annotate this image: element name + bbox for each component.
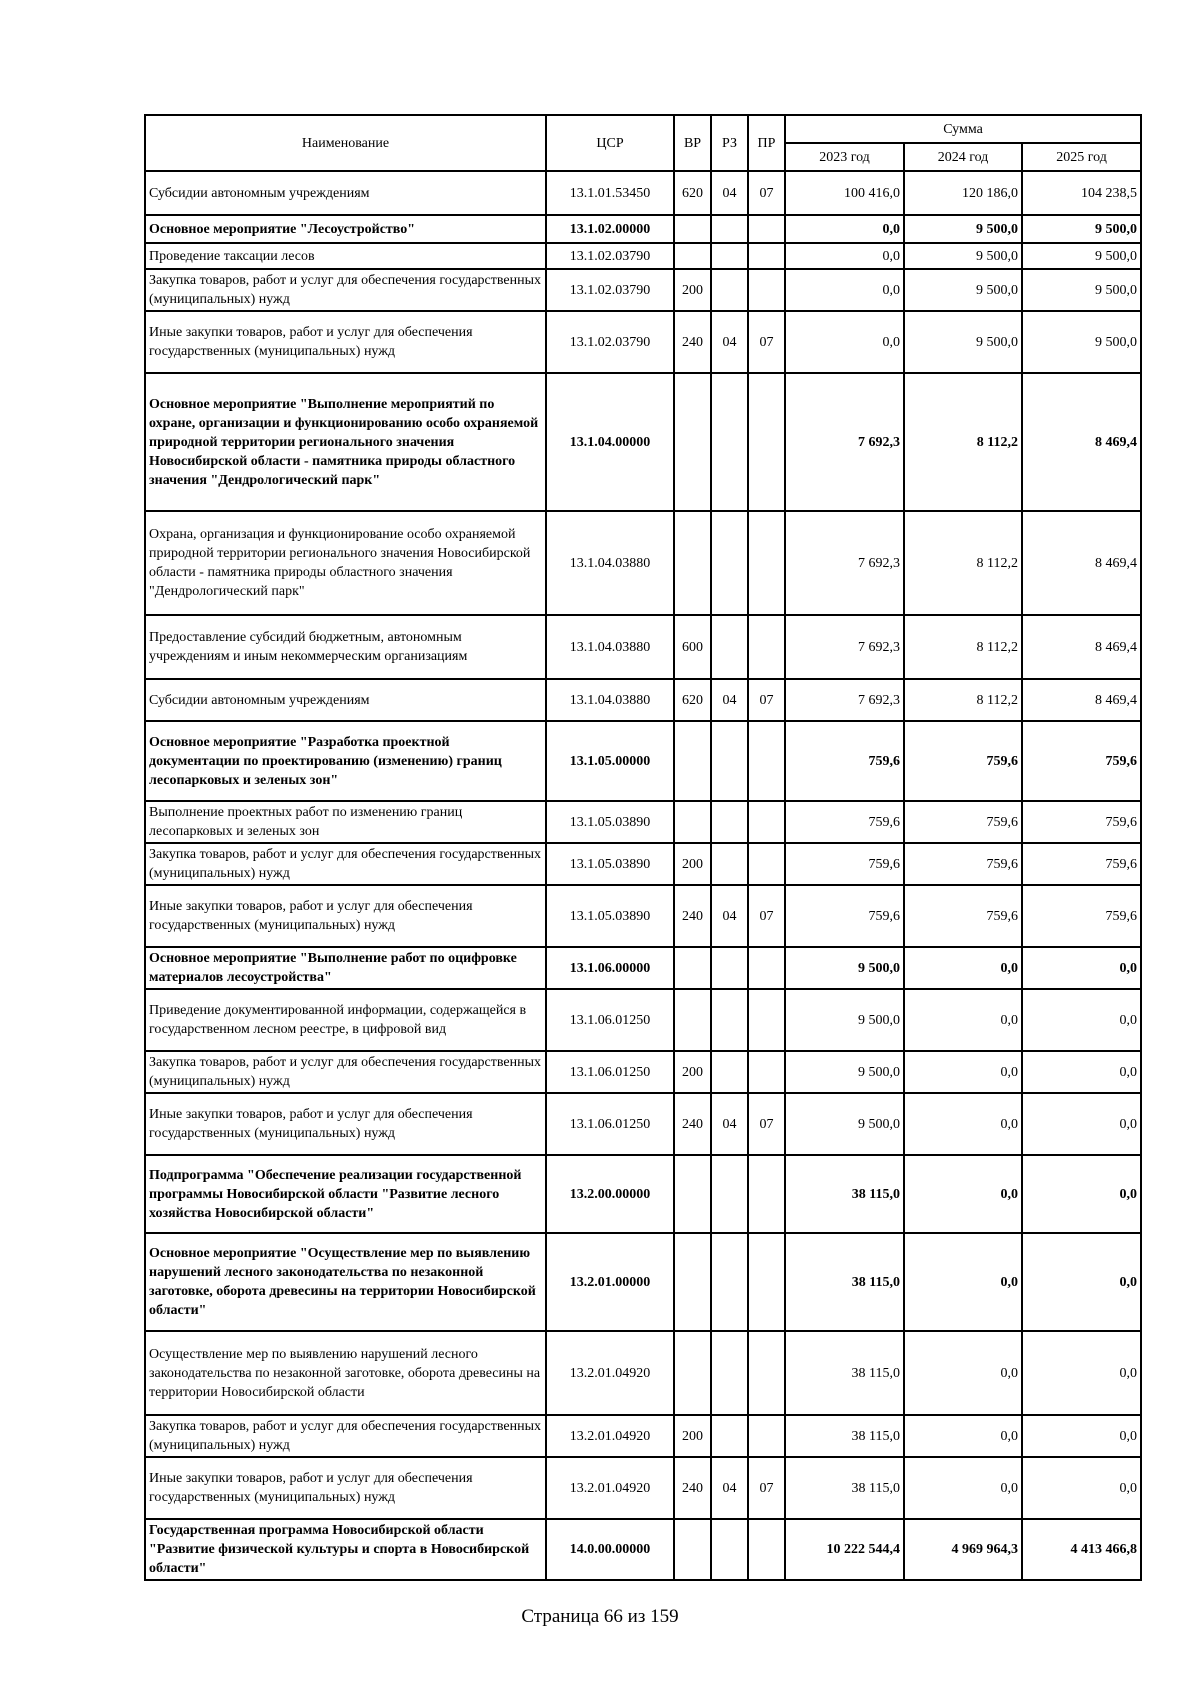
- row-name: Основное мероприятие "Выполнение мероприятий по охране, организации и функционированию особо охраняемой природной территории регионального значения Новосибирской области - памятника природы областного значения "Дендрологический парк": [145, 373, 546, 511]
- table-row: [145, 615, 1141, 679]
- row-vr: 240: [674, 1093, 711, 1155]
- row-vr: 240: [674, 311, 711, 373]
- row-csr: 14.0.00.00000: [546, 1519, 674, 1580]
- row-csr: 13.1.05.03890: [546, 801, 674, 843]
- row-pr: 07: [748, 311, 785, 373]
- table-row: [145, 679, 1141, 721]
- row-amount-2024: 0,0: [904, 1051, 1022, 1093]
- row-csr: 13.1.04.03880: [546, 679, 674, 721]
- row-amount-2024: 0,0: [904, 1093, 1022, 1155]
- row-amount-2025: 9 500,0: [1022, 311, 1141, 373]
- row-pr: [748, 989, 785, 1051]
- row-csr: 13.1.02.03790: [546, 311, 674, 373]
- row-amount-2025: 759,6: [1022, 885, 1141, 947]
- table-body: [145, 171, 1141, 1580]
- row-vr: 200: [674, 1051, 711, 1093]
- row-rz: 04: [711, 311, 748, 373]
- row-amount-2024: 759,6: [904, 721, 1022, 801]
- row-rz: [711, 243, 748, 269]
- row-amount-2025: 0,0: [1022, 1233, 1141, 1331]
- row-amount-2024: 0,0: [904, 1331, 1022, 1415]
- row-amount-2024: 0,0: [904, 947, 1022, 989]
- row-amount-2023: 0,0: [785, 269, 904, 311]
- row-amount-2023: 10 222 544,4: [785, 1519, 904, 1580]
- table-row: [145, 311, 1141, 373]
- row-name: Осуществление мер по выявлению нарушений лесного законодательства по незаконной заготовке, оборота древесины на территории Новосибирской области: [145, 1331, 546, 1415]
- row-pr: [748, 215, 785, 243]
- row-name: Подпрограмма "Обеспечение реализации государственной программы Новосибирской области "Развитие лесного хозяйства Новосибирской области": [145, 1155, 546, 1233]
- table-row: [145, 215, 1141, 243]
- row-amount-2024: 0,0: [904, 1155, 1022, 1233]
- header-rz: РЗ: [711, 115, 748, 171]
- row-amount-2023: 9 500,0: [785, 989, 904, 1051]
- row-amount-2023: 0,0: [785, 243, 904, 269]
- row-vr: [674, 373, 711, 511]
- table-row: [145, 1415, 1141, 1457]
- row-amount-2023: 9 500,0: [785, 1093, 904, 1155]
- table-row: [145, 1093, 1141, 1155]
- row-csr: 13.1.06.00000: [546, 947, 674, 989]
- row-rz: [711, 1051, 748, 1093]
- row-amount-2024: 9 500,0: [904, 311, 1022, 373]
- row-amount-2024: 9 500,0: [904, 269, 1022, 311]
- header-year-2023: 2023 год: [785, 143, 904, 171]
- row-amount-2025: 9 500,0: [1022, 269, 1141, 311]
- row-name: Закупка товаров, работ и услуг для обеспечения государственных (муниципальных) нужд: [145, 843, 546, 885]
- header-year-2024: 2024 год: [904, 143, 1022, 171]
- row-pr: [748, 1051, 785, 1093]
- row-pr: [748, 721, 785, 801]
- row-amount-2025: 4 413 466,8: [1022, 1519, 1141, 1580]
- row-name: Основное мероприятие "Выполнение работ по оцифровке материалов лесоустройства": [145, 947, 546, 989]
- row-name: Иные закупки товаров, работ и услуг для обеспечения государственных (муниципальных) нужд: [145, 885, 546, 947]
- row-pr: 07: [748, 171, 785, 215]
- table-row: [145, 1233, 1141, 1331]
- row-rz: [711, 1519, 748, 1580]
- row-name: Предоставление субсидий бюджетным, автономным учреждениям и иным некоммерческим организациям: [145, 615, 546, 679]
- row-name: Иные закупки товаров, работ и услуг для обеспечения государственных (муниципальных) нужд: [145, 311, 546, 373]
- row-csr: 13.1.05.03890: [546, 885, 674, 947]
- row-csr: 13.2.01.04920: [546, 1415, 674, 1457]
- row-name: Иные закупки товаров, работ и услуг для обеспечения государственных (муниципальных) нужд: [145, 1457, 546, 1519]
- table-row: [145, 1519, 1141, 1580]
- row-vr: [674, 801, 711, 843]
- table-row: [145, 1051, 1141, 1093]
- row-csr: 13.1.05.03890: [546, 843, 674, 885]
- row-rz: 04: [711, 171, 748, 215]
- row-amount-2023: 38 115,0: [785, 1415, 904, 1457]
- table-row: [145, 1457, 1141, 1519]
- row-vr: [674, 721, 711, 801]
- row-amount-2024: 0,0: [904, 1415, 1022, 1457]
- row-csr: 13.1.06.01250: [546, 1093, 674, 1155]
- row-rz: [711, 511, 748, 615]
- row-vr: [674, 243, 711, 269]
- row-amount-2023: 759,6: [785, 801, 904, 843]
- row-rz: [711, 947, 748, 989]
- header-pr: ПР: [748, 115, 785, 171]
- row-csr: 13.1.04.00000: [546, 373, 674, 511]
- row-pr: [748, 1233, 785, 1331]
- row-amount-2023: 9 500,0: [785, 947, 904, 989]
- row-name: Субсидии автономным учреждениям: [145, 679, 546, 721]
- budget-table: [144, 114, 1142, 1581]
- row-pr: [748, 843, 785, 885]
- row-amount-2024: 0,0: [904, 989, 1022, 1051]
- row-rz: [711, 269, 748, 311]
- row-amount-2023: 38 115,0: [785, 1233, 904, 1331]
- table-row: [145, 843, 1141, 885]
- header-vr: ВР: [674, 115, 711, 171]
- row-amount-2024: 8 112,2: [904, 373, 1022, 511]
- row-name: Субсидии автономным учреждениям: [145, 171, 546, 215]
- table-row: [145, 1155, 1141, 1233]
- row-amount-2025: 8 469,4: [1022, 511, 1141, 615]
- row-name: Иные закупки товаров, работ и услуг для обеспечения государственных (муниципальных) нужд: [145, 1093, 546, 1155]
- row-pr: [748, 615, 785, 679]
- row-rz: [711, 215, 748, 243]
- row-vr: 200: [674, 269, 711, 311]
- row-csr: 13.1.02.03790: [546, 269, 674, 311]
- table-row: [145, 947, 1141, 989]
- row-csr: 13.1.06.01250: [546, 989, 674, 1051]
- row-amount-2023: 759,6: [785, 843, 904, 885]
- row-vr: 200: [674, 1415, 711, 1457]
- table-row: [145, 171, 1141, 215]
- table-row: [145, 373, 1141, 511]
- table-row: [145, 801, 1141, 843]
- row-rz: [711, 721, 748, 801]
- row-amount-2025: 0,0: [1022, 1093, 1141, 1155]
- row-vr: [674, 511, 711, 615]
- table-row: [145, 269, 1141, 311]
- row-name: Закупка товаров, работ и услуг для обеспечения государственных (муниципальных) нужд: [145, 1051, 546, 1093]
- row-vr: [674, 1331, 711, 1415]
- row-pr: [748, 947, 785, 989]
- row-vr: [674, 215, 711, 243]
- row-amount-2023: 0,0: [785, 311, 904, 373]
- row-pr: [748, 1155, 785, 1233]
- row-rz: [711, 373, 748, 511]
- row-csr: 13.2.01.04920: [546, 1457, 674, 1519]
- row-csr: 13.1.05.00000: [546, 721, 674, 801]
- row-rz: [711, 1155, 748, 1233]
- table-row: [145, 885, 1141, 947]
- row-amount-2023: 38 115,0: [785, 1457, 904, 1519]
- table-row: [145, 243, 1141, 269]
- row-csr: 13.1.04.03880: [546, 615, 674, 679]
- row-csr: 13.2.00.00000: [546, 1155, 674, 1233]
- header-name: Наименование: [145, 115, 546, 171]
- row-name: Закупка товаров, работ и услуг для обеспечения государственных (муниципальных) нужд: [145, 269, 546, 311]
- row-vr: [674, 1519, 711, 1580]
- row-amount-2024: 0,0: [904, 1233, 1022, 1331]
- row-pr: 07: [748, 1457, 785, 1519]
- row-vr: [674, 1233, 711, 1331]
- row-rz: [711, 615, 748, 679]
- row-amount-2025: 8 469,4: [1022, 373, 1141, 511]
- row-rz: 04: [711, 1457, 748, 1519]
- table-row: [145, 1331, 1141, 1415]
- row-vr: 620: [674, 171, 711, 215]
- row-amount-2025: 8 469,4: [1022, 615, 1141, 679]
- row-csr: 13.2.01.00000: [546, 1233, 674, 1331]
- row-amount-2024: 8 112,2: [904, 679, 1022, 721]
- row-pr: 07: [748, 885, 785, 947]
- row-amount-2025: 9 500,0: [1022, 215, 1141, 243]
- page-number: Страница 66 из 159: [521, 1606, 679, 1627]
- row-amount-2024: 759,6: [904, 801, 1022, 843]
- row-amount-2024: 9 500,0: [904, 215, 1022, 243]
- row-amount-2023: 9 500,0: [785, 1051, 904, 1093]
- row-amount-2023: 7 692,3: [785, 373, 904, 511]
- table-row: [145, 511, 1141, 615]
- row-amount-2024: 9 500,0: [904, 243, 1022, 269]
- row-vr: 600: [674, 615, 711, 679]
- row-name: Государственная программа Новосибирской области "Развитие физической культуры и спорта в Новосибирской области": [145, 1519, 546, 1580]
- row-name: Приведение документированной информации, содержащейся в государственном лесном реестре, в цифровой вид: [145, 989, 546, 1051]
- row-amount-2025: 104 238,5: [1022, 171, 1141, 215]
- row-amount-2023: 100 416,0: [785, 171, 904, 215]
- row-vr: [674, 1155, 711, 1233]
- row-rz: 04: [711, 885, 748, 947]
- row-amount-2025: 0,0: [1022, 1331, 1141, 1415]
- row-pr: [748, 373, 785, 511]
- row-amount-2025: 0,0: [1022, 989, 1141, 1051]
- row-vr: [674, 947, 711, 989]
- row-vr: [674, 989, 711, 1051]
- row-amount-2024: 120 186,0: [904, 171, 1022, 215]
- row-amount-2025: 0,0: [1022, 1457, 1141, 1519]
- table-row: [145, 721, 1141, 801]
- row-pr: [748, 511, 785, 615]
- row-name: Охрана, организация и функционирование особо охраняемой природной территории регионального значения Новосибирской области - памятника природы областного значения "Дендрологический парк": [145, 511, 546, 615]
- row-amount-2024: 4 969 964,3: [904, 1519, 1022, 1580]
- row-vr: 620: [674, 679, 711, 721]
- row-pr: 07: [748, 679, 785, 721]
- row-rz: [711, 1233, 748, 1331]
- row-csr: 13.1.04.03880: [546, 511, 674, 615]
- row-csr: 13.1.02.03790: [546, 243, 674, 269]
- row-amount-2024: 8 112,2: [904, 511, 1022, 615]
- row-pr: 07: [748, 1093, 785, 1155]
- row-pr: [748, 1519, 785, 1580]
- row-name: Основное мероприятие "Разработка проектной документации по проектированию (изменению) границ лесопарковых и зеленых зон": [145, 721, 546, 801]
- row-amount-2024: 759,6: [904, 885, 1022, 947]
- row-amount-2023: 7 692,3: [785, 679, 904, 721]
- row-csr: 13.1.06.01250: [546, 1051, 674, 1093]
- header-year-2025: 2025 год: [1022, 143, 1141, 171]
- row-amount-2025: 0,0: [1022, 947, 1141, 989]
- row-rz: [711, 989, 748, 1051]
- row-name: Основное мероприятие "Лесоустройство": [145, 215, 546, 243]
- row-vr: 240: [674, 1457, 711, 1519]
- table-row: [145, 989, 1141, 1051]
- row-csr: 13.1.01.53450: [546, 171, 674, 215]
- row-pr: [748, 801, 785, 843]
- row-rz: [711, 801, 748, 843]
- row-pr: [748, 269, 785, 311]
- row-amount-2025: 0,0: [1022, 1415, 1141, 1457]
- row-amount-2023: 759,6: [785, 885, 904, 947]
- row-pr: [748, 243, 785, 269]
- row-amount-2024: 0,0: [904, 1457, 1022, 1519]
- row-amount-2025: 759,6: [1022, 801, 1141, 843]
- row-name: Проведение таксации лесов: [145, 243, 546, 269]
- row-amount-2023: 38 115,0: [785, 1155, 904, 1233]
- header-sum: Сумма: [785, 115, 1141, 143]
- row-vr: 200: [674, 843, 711, 885]
- row-rz: [711, 1331, 748, 1415]
- row-amount-2023: 759,6: [785, 721, 904, 801]
- row-amount-2023: 0,0: [785, 215, 904, 243]
- row-amount-2025: 9 500,0: [1022, 243, 1141, 269]
- row-csr: 13.2.01.04920: [546, 1331, 674, 1415]
- row-pr: [748, 1331, 785, 1415]
- row-amount-2025: 8 469,4: [1022, 679, 1141, 721]
- row-name: Закупка товаров, работ и услуг для обеспечения государственных (муниципальных) нужд: [145, 1415, 546, 1457]
- row-amount-2023: 7 692,3: [785, 511, 904, 615]
- row-csr: 13.1.02.00000: [546, 215, 674, 243]
- row-amount-2025: 759,6: [1022, 843, 1141, 885]
- row-amount-2025: 0,0: [1022, 1155, 1141, 1233]
- row-amount-2025: 759,6: [1022, 721, 1141, 801]
- row-amount-2023: 7 692,3: [785, 615, 904, 679]
- row-amount-2024: 8 112,2: [904, 615, 1022, 679]
- row-pr: [748, 1415, 785, 1457]
- row-amount-2023: 38 115,0: [785, 1331, 904, 1415]
- row-amount-2024: 759,6: [904, 843, 1022, 885]
- row-name: Выполнение проектных работ по изменению границ лесопарковых и зеленых зон: [145, 801, 546, 843]
- row-name: Основное мероприятие "Осуществление мер по выявлению нарушений лесного законодательства по незаконной заготовке, оборота древесины на территории Новосибирской области": [145, 1233, 546, 1331]
- row-rz: [711, 1415, 748, 1457]
- row-rz: [711, 843, 748, 885]
- row-amount-2025: 0,0: [1022, 1051, 1141, 1093]
- header-csr: ЦСР: [546, 115, 674, 171]
- row-vr: 240: [674, 885, 711, 947]
- row-rz: 04: [711, 1093, 748, 1155]
- row-rz: 04: [711, 679, 748, 721]
